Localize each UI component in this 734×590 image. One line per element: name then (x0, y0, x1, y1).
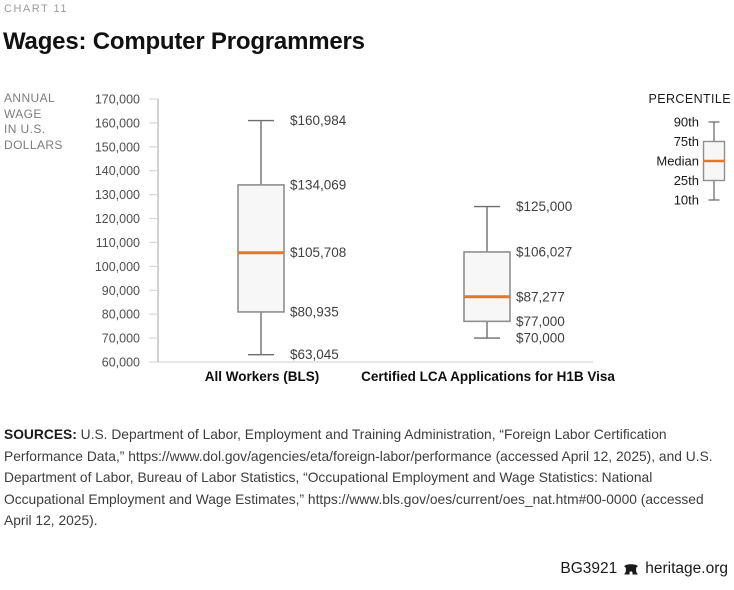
legend-entry-label: 90th (673, 114, 699, 130)
sources-note (4, 424, 718, 532)
boxplot-chart (0, 85, 734, 403)
y-tick-label: 160,000 (94, 116, 140, 131)
footer-brand (560, 560, 728, 578)
y-tick-label: 60,000 (101, 355, 140, 370)
value-label-p90: $160,984 (290, 113, 347, 129)
value-label-p25: $77,000 (516, 313, 565, 329)
y-axis-label-line: ANNUAL (4, 91, 56, 105)
iqr-box (464, 252, 510, 321)
liberty-bell-icon (623, 562, 639, 576)
y-axis-label-line: WAGE (4, 106, 42, 121)
iqr-box (238, 185, 284, 312)
value-label-median: $105,708 (290, 245, 347, 261)
legend-entry-label: 10th (673, 192, 699, 208)
sources-text: U.S. Department of Labor, Employment and Training Administration, “Foreign Labor Certification Performance Data,” https://www.dol.gov/agencies/eta/foreign-labor/performance (accessed April 12, 2025), and U.S. Department of Labor, Bureau of Labor Statistics, “Occupational Employment and Wage Statistics: National Occupational Employment and Wage Estimates,” https://www.bls.gov/oes/current/oes_nat.htm#00-0000 (accessed April 12, 2025). (4, 427, 713, 528)
brand-site: heritage.org (645, 560, 728, 577)
y-tick-label: 100,000 (94, 259, 140, 274)
chart-kicker: CHART 11 (4, 3, 68, 15)
category-label: All Workers (BLS) (204, 369, 320, 384)
y-tick-label: 80,000 (101, 307, 140, 322)
report-id: BG3921 (560, 560, 618, 577)
value-label-median: $87,277 (516, 289, 565, 305)
y-tick-label: 170,000 (94, 92, 140, 107)
legend-entry-label: 75th (673, 134, 699, 149)
value-label-p75: $106,027 (516, 244, 573, 260)
y-tick-label: 70,000 (101, 331, 140, 346)
value-label-p10: $63,045 (290, 347, 339, 363)
y-tick-label: 130,000 (94, 188, 140, 203)
y-tick-label: 120,000 (94, 212, 140, 227)
value-label-p25: $80,935 (290, 304, 339, 320)
value-label-p10: $70,000 (516, 330, 565, 346)
category-label: Certified LCA Applications for H1B Visa (361, 369, 615, 384)
y-axis-label-line: DOLLARS (4, 137, 63, 152)
page-title: Wages: Computer Programmers (3, 28, 365, 55)
legend-title: PERCENTILE (648, 92, 731, 106)
y-tick-label: 110,000 (95, 235, 140, 250)
y-axis-label-line: IN U.S. (4, 122, 46, 136)
value-label-p90: $125,000 (516, 199, 573, 215)
y-tick-label: 150,000 (94, 140, 140, 155)
sources-label: SOURCES: (4, 427, 77, 442)
value-label-p75: $134,069 (290, 177, 347, 193)
y-tick-label: 90,000 (101, 283, 140, 298)
legend-entry-label: Median (656, 153, 699, 169)
legend-entry-label: 25th (673, 173, 699, 188)
y-tick-label: 140,000 (94, 164, 140, 179)
